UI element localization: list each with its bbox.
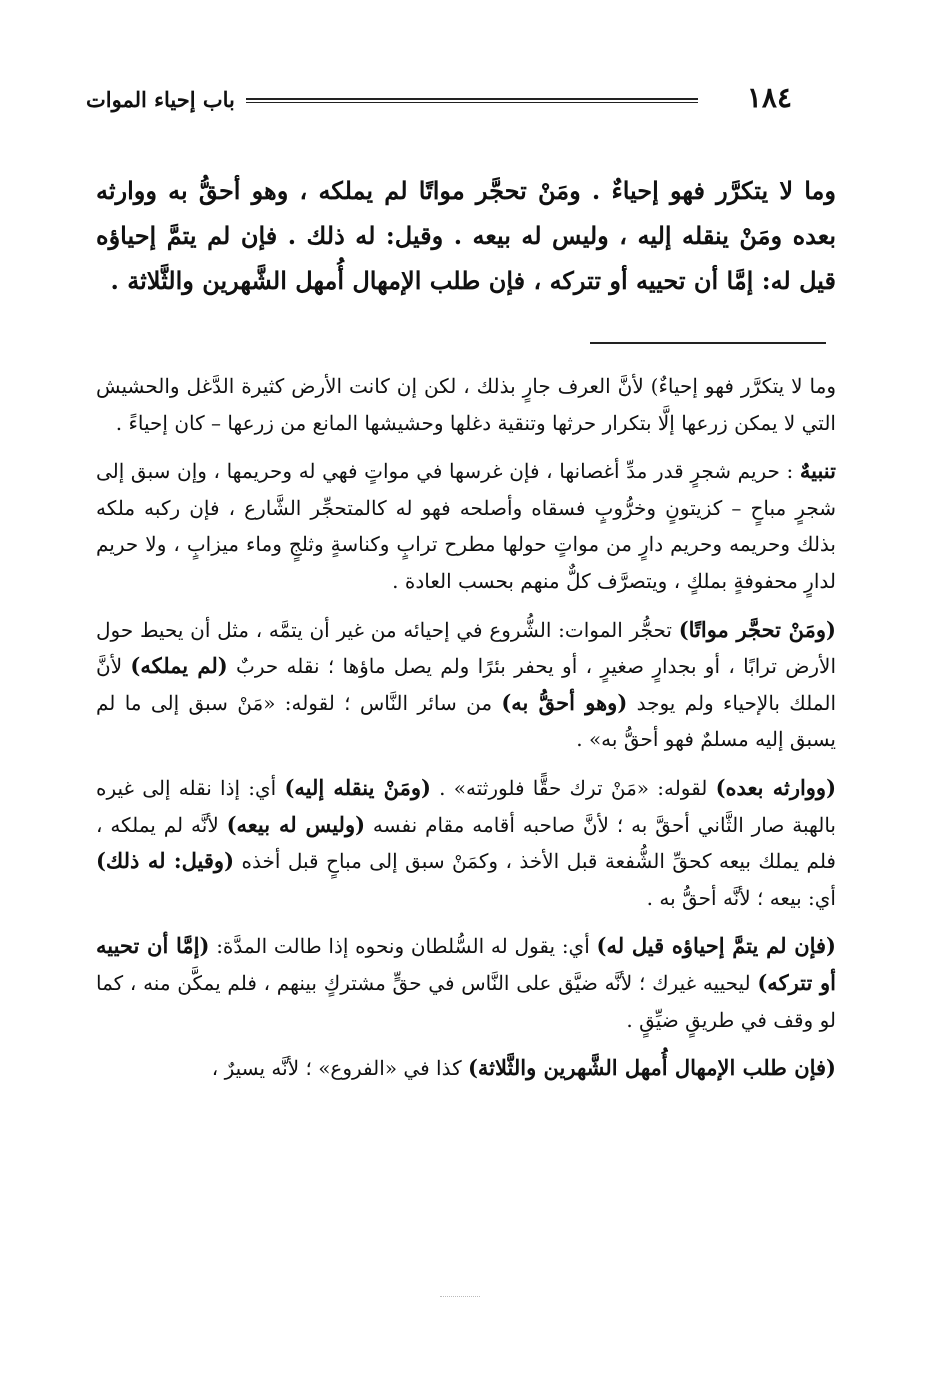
paragraph-text: لأنَّه لم يملكه ، فلم يملك بيعه كحقِّ الشُّفعة قبل الأخذ ، وكمَنْ سبق إلى مباحٍ قبل أخذه (96, 812, 836, 874)
page-header (86, 82, 792, 118)
footnote-divider (590, 342, 826, 344)
header-rule (246, 98, 698, 103)
quoted-matn: (فإن طلب الإمهال أُمهل الشَّهرين والثَّلاثة) (467, 1055, 836, 1081)
quoted-matn: (فإن لم يتمَّ إحياؤه قيل له) (596, 933, 836, 959)
quoted-matn: (ومَنْ ينقله إليه) (284, 774, 431, 800)
quoted-matn: (وقيل: له ذلك) (96, 848, 235, 874)
commentary-paragraph (96, 1050, 836, 1087)
main-text: وما لا يتكرَّر فهو إحياءٌ . ومَنْ تحجَّر مواتًا لم يملكه ، وهو أحقُّ به ووارثه بعده ومَنْ ينقله إليه ، وليس له بيعه . وقيل: له ذلك . فإن لم يتمَّ إحياؤه قيل له: إمَّا أن تحييه أو تتركه ، فإن طلب الإمهال أُمهل الشَّهرين والثَّلاثة . (96, 176, 836, 295)
quoted-matn: (وليس له بيعه) (226, 811, 366, 837)
commentary (96, 368, 836, 1099)
commentary-paragraph (96, 368, 836, 441)
paragraph-text: من سائر النَّاس ؛ لقوله: «مَنْ سبق إلى ما لم يسبق إليه مسلمٌ فهو أحقُّ به» . (96, 690, 836, 752)
quoted-matn: (وهو أحقُّ به) (501, 689, 628, 715)
paragraph-text: لأنَّ الملك بالإحياء ولم يوجد (96, 654, 836, 715)
quoted-matn: (إمَّا أن تحييه أو تتركه) (96, 933, 836, 995)
paragraph-text: : حريم شجرٍ قدر مدِّ أغصانها ، فإن غرسها في مواتٍ فهي له وحريمها ، وإن سبق إلى شجرٍ مباحٍ – كزيتونٍ وخرُّوبٍ فسقاه وأصلحه فهو له كالمتحجِّر الشَّارع ، فإن ركبه ملكه بذلك وحريمه وحريم دارٍ من مواتٍ حولها مطرح ترابٍ وكناسةٍ وثلجٍ وماء ميزابٍ ، ولا حريم لدارٍ محفوفةٍ بملكٍ ، ويتصرَّف كلٌّ منهم بحسب العادة . (96, 459, 836, 593)
commentary-paragraph (96, 453, 836, 599)
paragraph-text: أي: بيعه ؛ لأنَّه أحقُّ به . (646, 885, 836, 910)
paragraph-text: وما لا يتكرَّر فهو إحياءٌ) لأنَّ العرف جارٍ بذلك ، لكن إن كانت الأرض كثيرة الدَّغل والحشيش التي لا يمكن زرعها إلَّا بتكرار حرثها وتنقية دغلها وحشيشها المانع من زرعها – كان إحياءً . (96, 374, 836, 435)
paragraph-text: كذا في «الفروع» ؛ لأنَّه يسيرٌ ، (211, 1056, 468, 1081)
paragraph-text: أي: إذا نقله إلى غيره بالهبة صار الثَّاني أحقَّ به ؛ لأنَّ صاحبه أقامه مقام نفسه (96, 775, 836, 837)
scan-artifact (440, 1296, 480, 1299)
paragraph-text: ليحييه غيرك ؛ لأنَّه ضيَّق على النَّاس في حقٍّ مشتركٍ بينهم ، فلم يمكَّن منه ، كما لو وقف في طريقٍ ضيِّقٍ . (96, 970, 836, 1032)
note-heading: تنبيهٌ (799, 458, 836, 484)
quoted-matn: (ووارثه بعده) (715, 774, 837, 800)
quoted-matn: (ومَنْ تحجَّر مواتًا) (678, 616, 836, 642)
commentary-paragraph (96, 928, 836, 1038)
chapter-title: باب إحياء الموات (86, 87, 235, 112)
commentary-paragraph (96, 770, 836, 916)
commentary-paragraph (96, 612, 836, 758)
paragraph-text: تحجُّر الموات: الشُّروع في إحيائه من غير أن يتمَّه ، مثل أن يحيط حول الأرض ترابًا ، أو بجدارٍ صغيرٍ ، أو يحفر بئرًا ولم يصل ماؤها ؛ نقله حربٌ (96, 617, 836, 679)
paragraph-text: أي: يقول له السُّلطان ونحوه إذا طالت المدَّة: (209, 934, 597, 959)
page-number: ١٨٤ (746, 81, 792, 114)
quoted-matn: (لم يملكه) (130, 653, 228, 679)
paragraph-text: لقوله: «مَنْ ترك حقًّا فلورثته» . (430, 775, 716, 800)
